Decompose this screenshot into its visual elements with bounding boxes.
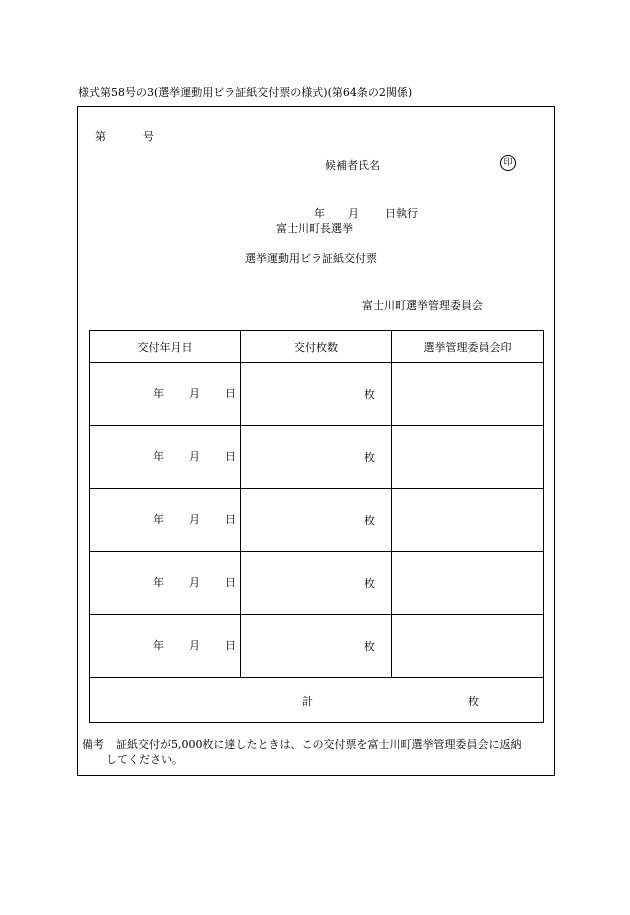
seal-cell <box>392 552 544 615</box>
table-row <box>90 363 544 426</box>
count-cell: 枚 <box>241 426 392 489</box>
total-cell <box>90 678 544 723</box>
issuer-name: 富士川町選挙管理委員会 <box>362 299 483 312</box>
table-header-row <box>90 331 544 363</box>
date-cell <box>90 363 241 426</box>
table-row <box>90 489 544 552</box>
header-committee-seal: 選挙管理委員会印 <box>392 331 544 363</box>
day-label: 日 <box>225 513 236 526</box>
date-cell <box>90 552 241 615</box>
remarks-text-line2: してください。 <box>106 753 183 766</box>
remarks-text-line1: 証紙交付が5,000枚に達したときは、この交付票を富士川町選挙管理委員会に返納 <box>116 738 522 751</box>
issuance-table <box>89 330 544 723</box>
election-year-label: 年 <box>314 207 325 220</box>
candidate-name-label: 候補者氏名 <box>325 159 380 172</box>
day-label: 日 <box>225 576 236 589</box>
year-label: 年 <box>153 513 164 526</box>
count-cell: 枚 <box>241 363 392 426</box>
day-label: 日 <box>225 639 236 652</box>
table-row <box>90 552 544 615</box>
date-cell <box>90 615 241 678</box>
total-label: 計 <box>302 695 313 708</box>
seal-cell <box>392 615 544 678</box>
election-name: 富士川町長選挙 <box>276 222 353 235</box>
table-row <box>90 426 544 489</box>
seal-icon: 印 <box>500 155 516 171</box>
table-row <box>90 615 544 678</box>
election-day-label: 日執行 <box>385 207 418 220</box>
election-month-label: 月 <box>348 207 359 220</box>
count-cell: 枚 <box>241 552 392 615</box>
number-prefix: 第 <box>95 130 106 143</box>
total-row <box>90 678 544 723</box>
day-label: 日 <box>225 387 236 400</box>
year-label: 年 <box>153 450 164 463</box>
count-cell: 枚 <box>241 615 392 678</box>
form-title: 選挙運動用ビラ証紙交付票 <box>245 252 377 265</box>
header-issue-count: 交付枚数 <box>241 331 392 363</box>
month-label: 月 <box>189 387 200 400</box>
date-cell <box>90 426 241 489</box>
day-label: 日 <box>225 450 236 463</box>
header-issue-date: 交付年月日 <box>90 331 241 363</box>
seal-cell <box>392 363 544 426</box>
remarks <box>82 737 522 767</box>
year-label: 年 <box>153 576 164 589</box>
month-label: 月 <box>189 576 200 589</box>
form-heading: 様式第58号の3(選挙運動用ビラ証紙交付票の様式)(第64条の2関係) <box>78 86 413 99</box>
total-unit: 枚 <box>468 695 479 708</box>
year-label: 年 <box>153 387 164 400</box>
number-suffix: 号 <box>143 130 154 143</box>
month-label: 月 <box>189 450 200 463</box>
remarks-label: 備考 <box>82 738 104 751</box>
year-label: 年 <box>153 639 164 652</box>
seal-cell <box>392 426 544 489</box>
month-label: 月 <box>189 639 200 652</box>
seal-cell <box>392 489 544 552</box>
month-label: 月 <box>189 513 200 526</box>
date-cell <box>90 489 241 552</box>
count-cell: 枚 <box>241 489 392 552</box>
